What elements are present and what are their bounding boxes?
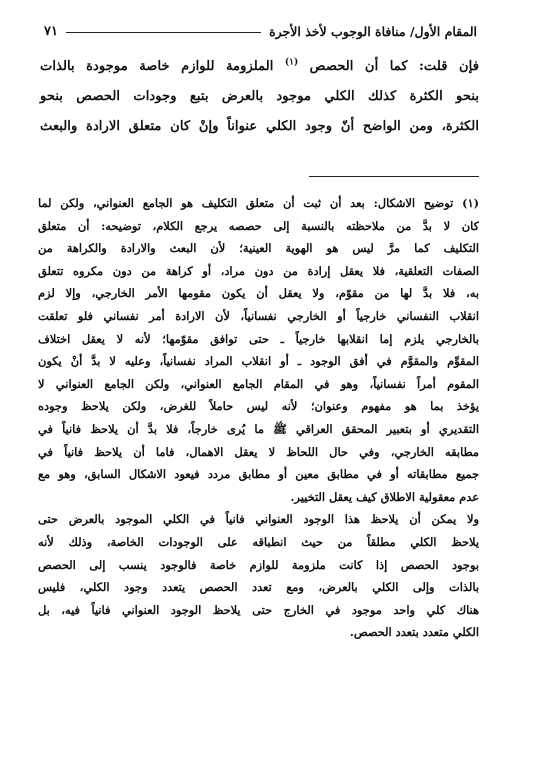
footnote-line: جميع مطابقاته أو في مطابق معين أو مطابق مردد فيعود الاشكال السابق، وهو مع (38, 467, 479, 482)
footnote-line: بوجود الحصص إذا كانت ملزومة للوازم خاصة فالوجود ينسب إلى الحصص (38, 557, 479, 572)
footnote-line: التقديري أو بتعبير المحقق العراقي ﷺ ما يُرى خارجاً، فلا بدَّ أن يلاحظ فانياً في (38, 421, 479, 436)
footnote-line: المقوم أمراً نفسانياً، وهو في المقام الجامع العنواني، ولكن الجامع العنواني لا (38, 376, 479, 391)
footnote-line: بالذات وإلى الكلي بالعرض، ومع تعدد الحصص يتعدد وجود الكلي، فليس (38, 580, 479, 595)
running-title: المقام الأول/ منافاة الوجوب لأخذ الأجرة (269, 23, 477, 39)
footnote-line: (١) توضيح الاشكال: بعد أن ثبت أن متعلق التكليف هو الجامع العنواني، ولكن لما (38, 196, 479, 210)
footnote (38, 192, 479, 644)
footnote-line: بالخارجي يلزم إما انقلابها خارجياً ـ حتى توافق مقوّمها؛ لأنه لا يعقل اختلاف (38, 331, 479, 346)
footnote-line: مطابقه الخارجي، وفي حال اللحاظ لا يعقل الاهمال، فاما أن يلاحظ فانياً في (38, 444, 479, 459)
footnote-line: به، فلا بدَّ لها من مقوّم، ولا يعقل أن يكون مقومها الأمر الخارجي، وإلا لزم (38, 286, 479, 301)
footnote-line: كان لا بدَّ من ملاحظته بالنسبة إلى حصصه يرجع الكلام، توضيحه: أن متعلق (38, 218, 479, 233)
main-line-1-end: الملزومة للوازم خاصة موجودة بالذات (40, 59, 274, 74)
footnote-line: المقوِّم والمقوَّم في أفق الوجود ـ أو انقلاب المراد نفسانياً، وعليه لا بدَّ أنْ يكون (38, 354, 479, 369)
page-number: ٧١ (44, 23, 58, 39)
main-line-1 (40, 52, 479, 82)
page-header (44, 18, 477, 44)
footnote-line: التكليف كما مرَّ ليس هو الهوية العينية؛ لأن البعث والارادة والكراهة من (38, 241, 479, 256)
main-text (40, 52, 479, 142)
main-line-3: الكثرة، ومن الواضح أنّ وجود الكلي عنواناً وإنْ كان متعلق الارادة والبعث (40, 119, 479, 134)
footnote-line: يلاحظ الكلي مطلقاً من حيث انطباقه على الوجودات الخاصة، وذلك لأنه (38, 534, 479, 549)
footnote-reference: (١) (284, 57, 299, 68)
footnote-line: الكلي متعدد بتعدد الحصص. (349, 625, 479, 640)
footnote-line: يؤخذ بما هو مفهوم وعنوان؛ لأنه ليس حاملاً للغرض، ولكن يلاحظ وجوده (38, 399, 479, 414)
header-rule (66, 32, 261, 33)
footnote-line: ولا يمكن أن يلاحظ هذا الوجود العنواني فانياً في الكلي الموجود بالعرض حتى (38, 512, 479, 527)
footnote-separator (309, 176, 479, 177)
footnote-line: انقلاب النفساني خارجياً أو الخارجي نفسانياً، لأن الارادة أمر نفساني فلو تعلقت (38, 308, 479, 323)
footnote-line: هناك كلي واحد موجود في الخارج حتى يلاحظ الوجود العنواني فانياً فيه، بل (38, 602, 479, 617)
footnote-line: عدم معقولية الاطلاق كيف يعقل التخيير. (290, 489, 479, 504)
footnote-line: الصفات التعلقية، فلا يعقل إرادة من دون مراد، أو كراهة من دون مكروه تتعلق (38, 263, 479, 278)
main-line-1-start: فإن قلت: كما أن الحصص (309, 59, 479, 74)
main-line-2: بنحو الكثرة كذلك الكلي موجود بالعرض بتبع وجودات الحصص بنحو (40, 89, 479, 104)
